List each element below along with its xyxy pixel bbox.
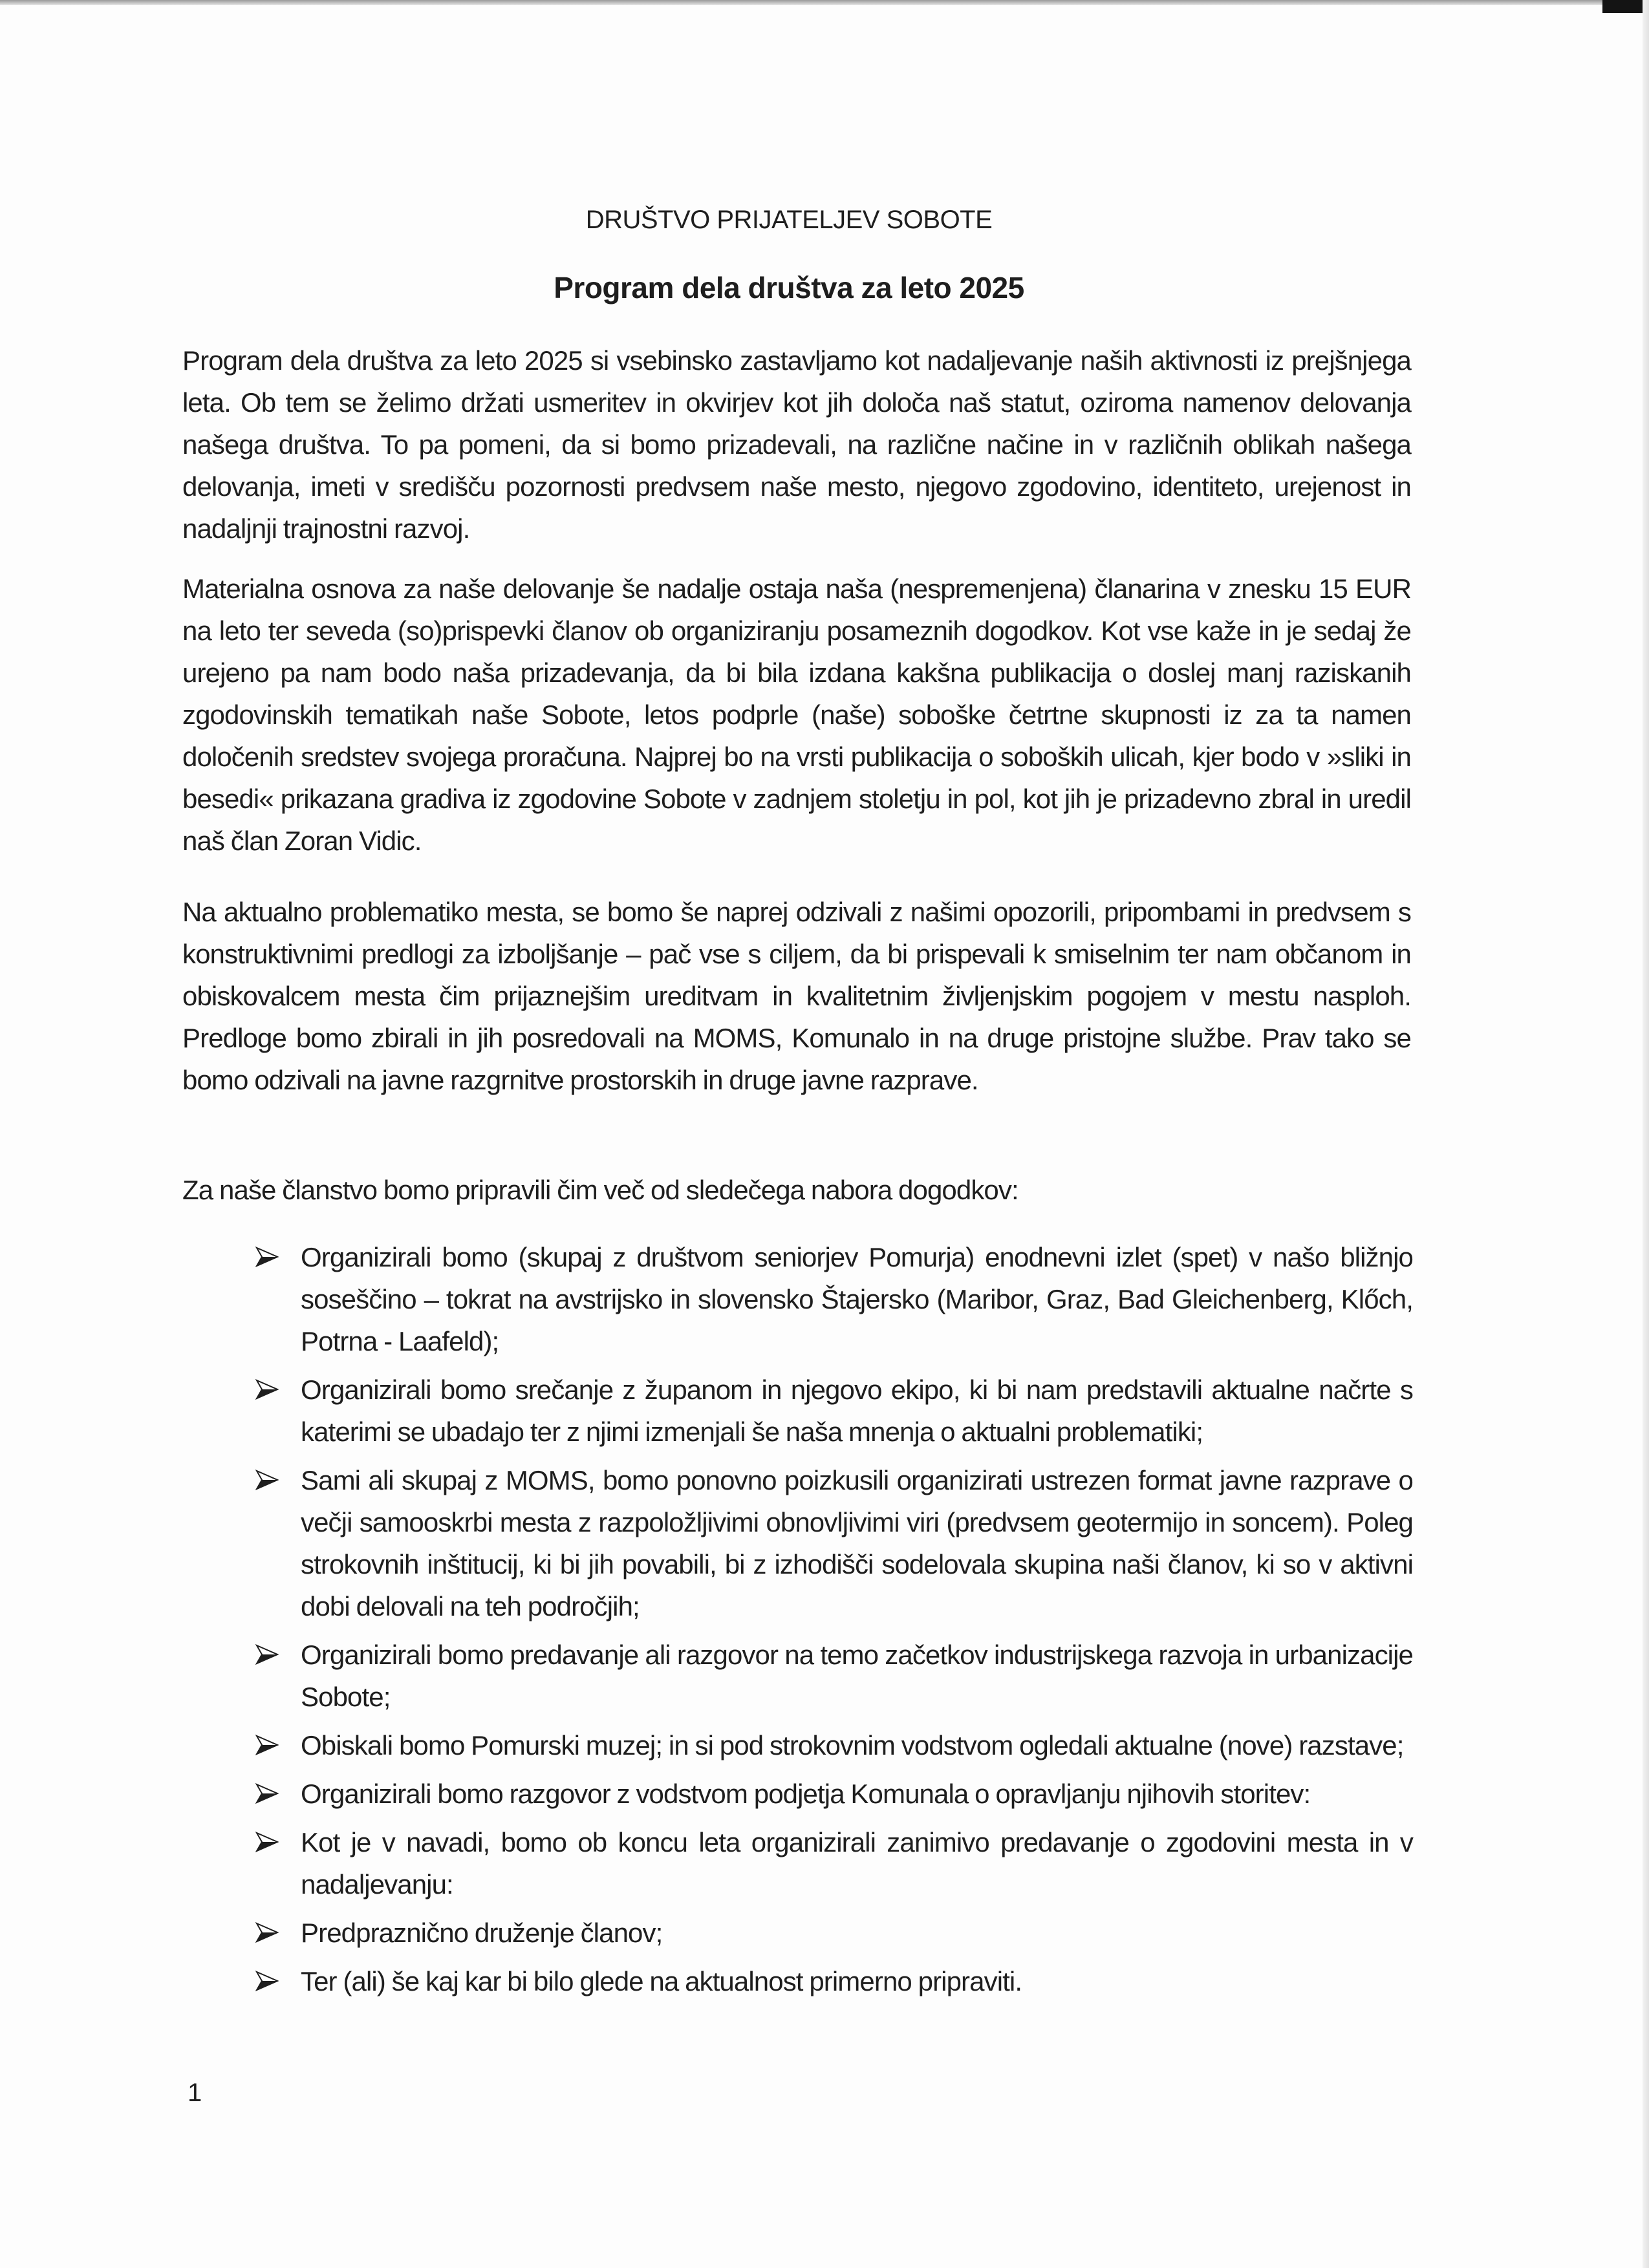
event-text: Organizirali bomo predavanje ali razgovor na temo začetkov industrijskega razvoja in urbanizacije Sobote; (301, 1640, 1413, 1712)
arrowhead-bullet-icon (255, 1830, 279, 1854)
event-text: Predpraznično druženje članov; (301, 1918, 663, 1948)
arrowhead-bullet-icon (255, 1245, 279, 1268)
list-item (255, 1821, 1413, 1905)
paragraph-funding: Materialna osnova za naše delovanje še nadalje ostaja naša (nespremenjena) članarina v znesku 15 EUR na leto ter seveda (so)prispevki članov ob organiziranju posameznih dogodkov. Kot vse kaže in je sedaj že urejeno pa nam bodo naša prizadevanja, da bi bila izdana kakšna publikacija o doslej manj raziskanih zgodovinskih tematikah naše Sobote, letos podprle (naše) soboške četrtne skupnosti iz za ta namen določenih sredstev svojega proračuna. Najprej bo na vrsti publikacija o soboških ulicah, kjer bodo v »sliki in besedi« prikazana gradiva iz zgodovine Sobote v zadnjem stoletju in pol, kot jih je prizadevno zbral in uredil naš član Zoran Vidic. (182, 573, 1411, 856)
page-number: 1 (188, 2079, 202, 2107)
list-item (255, 1634, 1413, 1718)
scan-edge-artifact (0, 0, 1649, 5)
list-item (255, 1960, 1413, 2002)
paragraph-intro: Program dela društva za leto 2025 si vsebinsko zastavljamo kot nadaljevanje naših aktivnosti iz prejšnjega leta. Ob tem se želimo držati usmeritev in okvirjev kot jih določa naš statut, oziroma namenov delovanja našega društva. To pa pomeni, da si bomo prizadevali, na različne načine in v različnih oblikah našega delovanja, imeti v središču pozornosti predvsem naše mesto, njegovo zgodovino, identiteto, urejenost in nadaljnji trajnostni razvoj. (182, 345, 1411, 544)
paragraph-city-issues: Na aktualno problematiko mesta, se bomo še naprej odzivali z našimi opozorili, pripombami in predvsem s konstruktivnimi predlogi za izboljšanje – pač vse s ciljem, da bi prispevali k smiselnim ter nam občanom in obiskovalcem mesta čim prijaznejšim ureditvam in kvalitetnim življenjskim pogojem v mestu nasploh. Predloge bomo zbirali in jih posredovali na MOMS, Komunalo in na druge pristojne službe. Prav tako se bomo odzivali na javne razgrnitve prostorskih in druge javne razprave. (182, 897, 1411, 1095)
arrowhead-bullet-icon (255, 1969, 279, 1993)
event-text: Ter (ali) še kaj kar bi bilo glede na aktualnost primerno pripraviti. (301, 1966, 1022, 1996)
event-text: Sami ali skupaj z MOMS, bomo ponovno poizkusili organizirati ustrezen format javne razprave o večji samooskrbi mesta z razpoložljivimi obnovljivimi viri (predvsem geotermijo in soncem). Poleg strokovnih inštitucij, ki bi jih povabili, bi z izhodišči sodelovala skupina naši članov, ki so v aktivni dobi delovali na teh področjih; (301, 1465, 1413, 1621)
list-item (255, 1236, 1413, 1362)
organization-name: DRUŠTVO PRIJATELJEV SOBOTE (585, 206, 993, 234)
list-item (255, 1459, 1413, 1627)
event-text: Obiskali bomo Pomurski muzej; in si pod strokovnim vodstvom ogledali aktualne (nove) razstave; (301, 1730, 1404, 1760)
list-item (255, 1912, 1413, 1954)
list-item (255, 1369, 1413, 1453)
arrowhead-bullet-icon (255, 1643, 279, 1666)
arrowhead-bullet-icon (255, 1782, 279, 1805)
arrowhead-bullet-icon (255, 1921, 279, 1944)
arrowhead-bullet-icon (255, 1733, 279, 1757)
paragraph-events-intro: Za naše članstvo bomo pripravili čim več od sledečega nabora dogodkov: (182, 1175, 1018, 1205)
event-text: Organizirali bomo (skupaj z društvom seniorjev Pomurja) enodnevni izlet (spet) v našo bližnjo soseščino – tokrat na avstrijsko in slovensko Štajersko (Maribor, Graz, Bad Gleichenberg, Klőch, Potrna - Laafeld); (301, 1242, 1413, 1356)
event-text: Organizirali bomo razgovor z vodstvom podjetja Komunala o opravljanju njihovih storitev: (301, 1779, 1311, 1809)
scan-right-edge (1643, 0, 1649, 2268)
event-text: Organizirali bomo srečanje z županom in njegovo ekipo, ki bi nam predstavili aktualne načrte s katerimi se ubadajo ter z njimi izmenjali še naša mnenja o aktualni problematiki; (301, 1375, 1413, 1447)
list-item (255, 1773, 1413, 1815)
events-list (255, 1236, 1413, 2009)
document-title: Program dela društva za leto 2025 (554, 271, 1024, 305)
list-item (255, 1724, 1413, 1766)
arrowhead-bullet-icon (255, 1378, 279, 1401)
arrowhead-bullet-icon (255, 1468, 279, 1492)
event-text: Kot je v navadi, bomo ob koncu leta organizirali zanimivo predavanje o zgodovini mesta in v nadaljevanju: (301, 1827, 1413, 1899)
